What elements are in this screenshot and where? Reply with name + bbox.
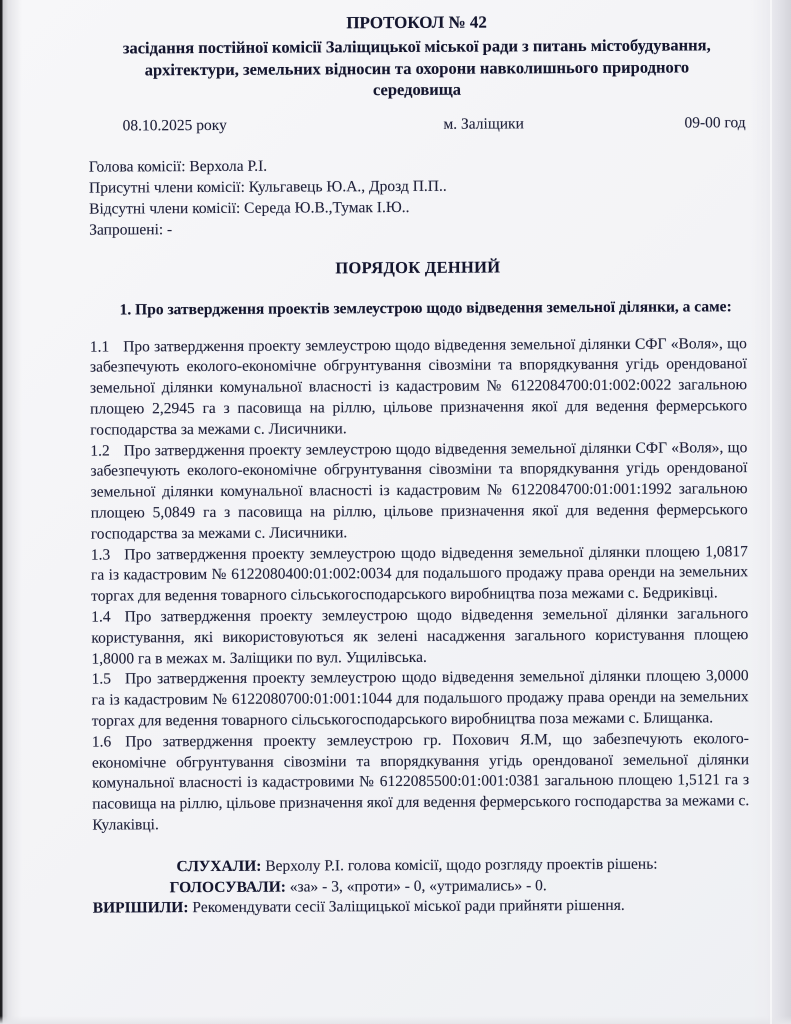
meeting-time: 09-00 год	[684, 113, 746, 131]
agenda-item-number: 1.3	[90, 546, 111, 564]
meeting-meta-row	[89, 113, 746, 137]
agenda-lead-item: 1. Про затвердження проектів землеустрою щодо відведення земельної ділянки, а саме:	[119, 298, 732, 319]
attendees-block	[89, 154, 746, 241]
scan-left-edge	[0, 0, 22, 1024]
resolved-label: ВИРІШИЛИ:	[92, 899, 189, 917]
agenda-item-text: Про затвердження проекту землеустрою гр. Похович Я.М, що забезпечують еколого-економічне обгрунтування сівозміни та впорядкування угідь орендованої земельної ділянки комунальної власності із кадастровими № 6122085500:01:001:0381 загальною площею 1,5121 га з пасовища на ріллю, цільове призначення якої для ведення фермерського господарства за межами с. Кулаківці.	[91, 729, 750, 834]
resolution-block	[92, 854, 749, 920]
agenda-items	[90, 334, 750, 837]
agenda-item-number: 1.6	[91, 733, 112, 751]
present-members-line: Присутні члени комісії: Кульгавець Ю.А., Дрозд П.П..	[88, 177, 447, 197]
resolved-text: Рекомендувати сесії Заліщицької міської ради прийняти рішення.	[192, 897, 625, 917]
document-subtitle: засідання постійної комісії Заліщицької міської ради з питань містобудування, архітектури, земельних відносин та охорони навколишнього природного середовища	[122, 35, 711, 100]
agenda-item-text: Про затвердження проекту землеустрою щодо відведення земельної ділянки СФГ «Воля», що забезпечують еколого-економічне обгрунтування сівозміни та впорядкування угідь орендованої земельної ділянки комунальної власності із кадастровим № 6122084700:01:001:1992 загальною площею 5,0849 га з пасовища на ріллю, цільове призначення якої для ведення фермерського господарства за межами с. Лисичники.	[90, 438, 748, 543]
voted-text: «за» - 3, «проти» - 0, «утримались» - 0.	[289, 876, 547, 896]
scan-right-crease	[770, 0, 772, 1024]
document-title: ПРОТОКОЛ № 42	[346, 12, 487, 33]
agenda-item-number: 1.4	[91, 608, 111, 626]
agenda-item-text: Про затвердження проекту землеустрою щодо відведення земельної ділянки загального користування, які використовуються як зелені насадження загального користування площею 1,8000 га в межах м. Заліщики по вул. Ущилівська.	[91, 605, 749, 668]
agenda-item	[90, 334, 748, 441]
agenda-item	[92, 666, 749, 732]
agenda-item-text: Про затвердження проекту землеустрою щодо відведення земельної ділянки площею 1,0817 га із кадастровим № 6122080400:01:002:0034 для подальшого продажу права оренди на земельних торгах для ведення товарного сільськогосподарського виробництва поза межами с. Бедриківці.	[90, 542, 749, 605]
agenda-item-number: 1.1	[89, 338, 110, 356]
agenda-item-text: Про затвердження проекту землеустрою щодо відведення земельної ділянки СФГ «Воля», що забезпечують еколого-економічне обгрунтування сівозміни та впорядкування угідь орендованої земельної ділянки комунальної власності із кадастровим № 6122084700:01:002:0022 загальною площею 2,2945 га з пасовища на ріллю, цільове призначення якої для ведення фермерського господарства за межами с. Лисичники.	[89, 334, 748, 439]
agenda-item	[91, 604, 748, 670]
resolved-row	[93, 895, 750, 919]
agenda-item	[92, 729, 750, 836]
agenda-item	[91, 542, 748, 608]
agenda-item	[90, 438, 748, 545]
absent-members-line: Відсутні члени комісії: Середа Ю.В.,Тумак І.Ю..	[89, 198, 410, 218]
agenda-item-number: 1.5	[91, 670, 111, 688]
meeting-place: м. Заліщики	[443, 114, 524, 133]
invited-line: Запрошені: -	[89, 220, 173, 239]
agenda-heading: ПОРЯДОК ДЕННИЙ	[335, 257, 501, 278]
agenda-item-text: Про затвердження проекту землеустрою щодо відведення земельної ділянки площею 3,0000 га із кадастровим № 6122080700:01:001:1044 для подальшого продажу права оренди на земельних торгах для ведення товарного сільськогосподарського виробництва поза межами с. Блищанка.	[91, 667, 749, 730]
chairman-line: Голова комісії: Верхола Р.І.	[88, 157, 268, 176]
meeting-date: 08.10.2025 року	[122, 116, 227, 134]
agenda-item-number: 1.2	[90, 442, 110, 460]
heard-row	[176, 854, 749, 878]
heard-text: Верхолу Р.І. голова комісії, щодо розгляду проектів рішень:	[265, 855, 658, 875]
voted-label: ГОЛОСУВАЛИ:	[169, 878, 286, 896]
heard-label: СЛУХАЛИ:	[176, 857, 262, 875]
scan-bottom-shadow	[0, 1016, 791, 1024]
